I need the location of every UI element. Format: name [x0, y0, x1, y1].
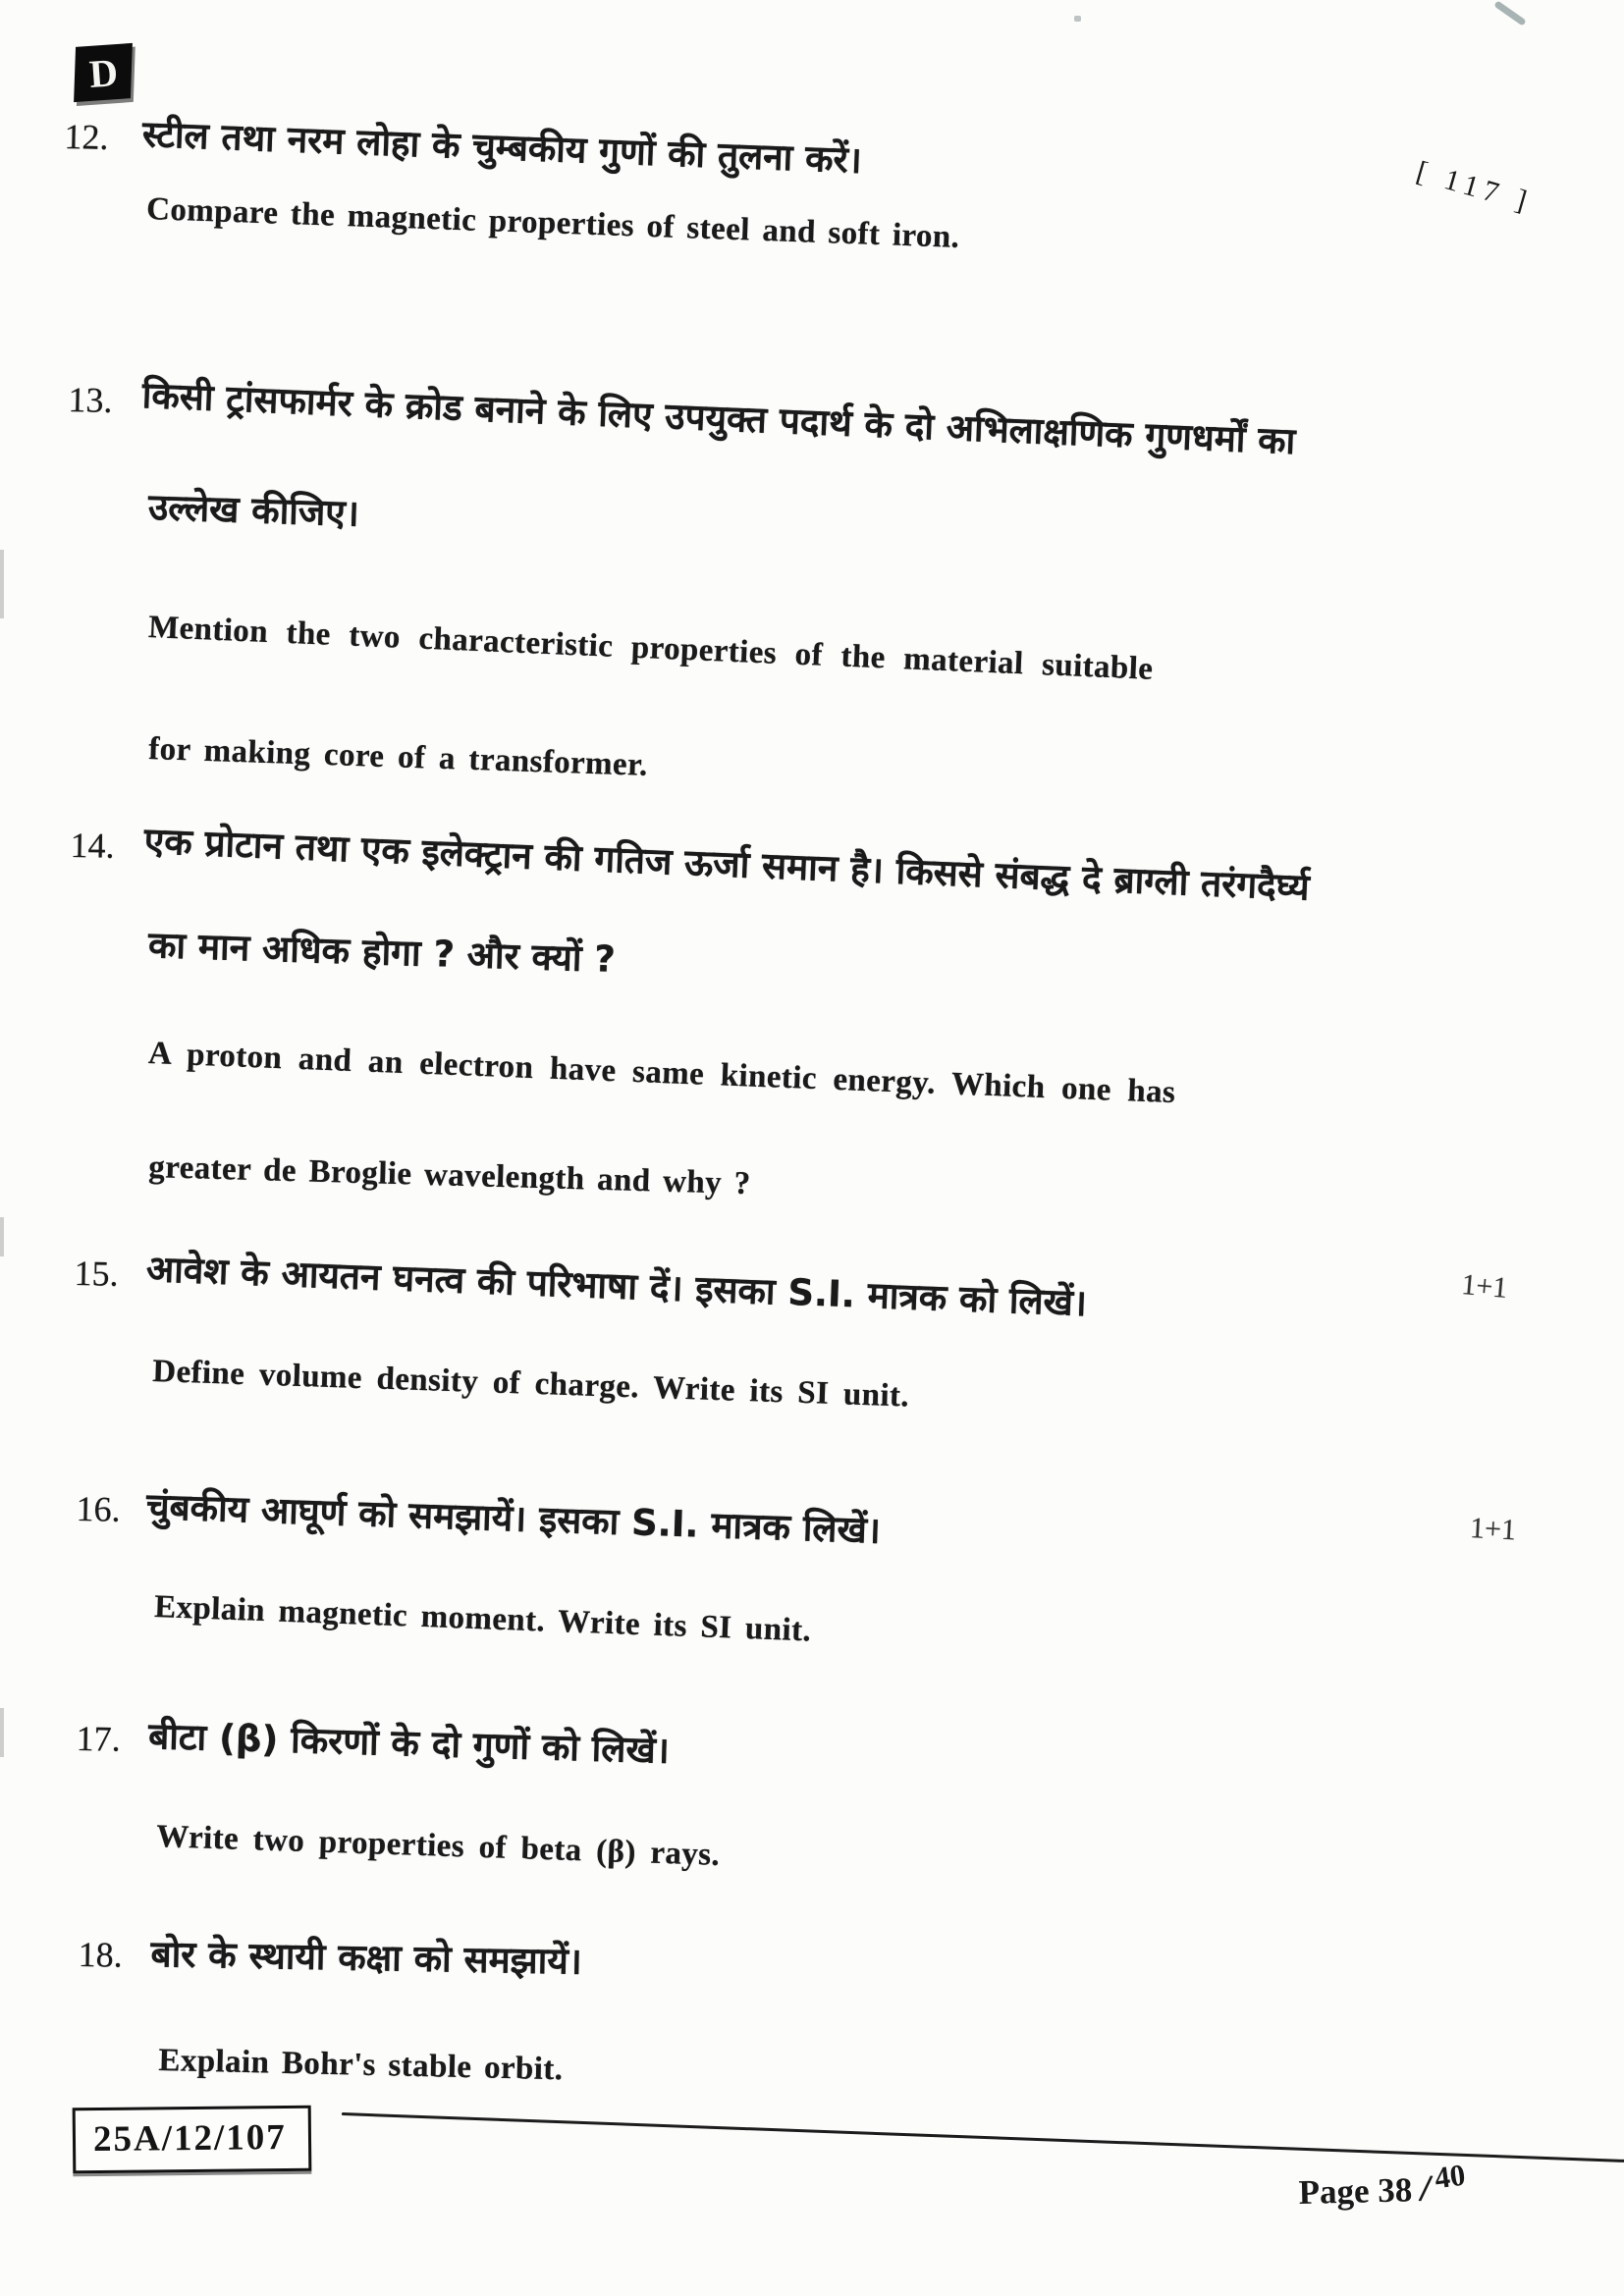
question-16-marks: 1+1 [1469, 1512, 1517, 1547]
scan-speck-mark [1074, 16, 1081, 22]
question-13-hindi-line-1: किसी ट्रांसफार्मर के क्रोड बनाने के लिए उपयुक्त पदार्थ के दो अभिलाक्षणिक गुणधर्मों का [141, 373, 1297, 463]
section-badge-letter: D [87, 49, 119, 96]
question-15-number: 15. [74, 1253, 119, 1294]
scan-smudge-mark [1493, 0, 1527, 26]
page-number-total: 40 [1432, 2157, 1468, 2196]
question-15-marks: 1+1 [1460, 1268, 1509, 1305]
question-12-english: Compare the magnetic properties of steel and soft iron. [145, 190, 960, 255]
question-16-hindi: चुंबकीय आघूर्ण को समझायें। इसका S.I. मात्रक लिखें। [145, 1484, 882, 1552]
question-17-hindi: बीटा (β) किरणों के दो गुणों को लिखें। [147, 1714, 671, 1772]
paper-code-box [73, 2106, 311, 2174]
question-14-english-line-1: A proton and an electron have same kinetic energy. Which one has [147, 1035, 1176, 1111]
question-13-number: 13. [68, 379, 113, 420]
scan-edge-mark [0, 550, 4, 618]
question-14-english-line-2: greater de Broglie wavelength and why ? [147, 1148, 752, 1202]
question-13-hindi-line-2: उल्लेख कीजिए। [147, 485, 360, 535]
question-14-hindi-line-2: का मान अधिक होगा ? और क्यों ? [147, 923, 617, 981]
page-number-separator: / [1417, 2164, 1434, 2211]
scan-edge-mark [0, 1217, 4, 1256]
question-12-number: 12. [64, 116, 109, 157]
question-18-number: 18. [78, 1934, 123, 1975]
question-15-english: Define volume density of charge. Write its SI unit. [151, 1353, 910, 1415]
question-16-english: Explain magnetic moment. Write its SI unit. [153, 1588, 812, 1649]
question-13-english-line-1: Mention the two characteristic properties of the material suitable [147, 609, 1155, 687]
question-15-hindi: आवेश के आयतन घनत्व की परिभाषा दें। इसका S.I. मात्रक को लिखें। [145, 1247, 1088, 1325]
page-number-prefix: Page 38 [1298, 2170, 1413, 2212]
question-18-hindi: बोर के स्थायी कक्षा को समझायें। [150, 1932, 583, 1983]
question-12-hindi: स्टील तथा नरम लोहा के चुम्बकीय गुणों की तुलना करें। [141, 112, 863, 182]
section-badge [74, 43, 133, 102]
question-14-number: 14. [70, 825, 115, 866]
question-13-english-line-2: for making core of a transformer. [147, 730, 649, 783]
question-18-english: Explain Bohr's stable orbit. [158, 2042, 564, 2088]
question-14-hindi-line-1: एक प्रोटान तथा एक इलेक्ट्रान की गतिज ऊर्जा समान है। किससे संबद्ध दे ब्राग्ली तरंगदैर्घ्य [143, 819, 1311, 909]
question-16-number: 16. [76, 1488, 121, 1529]
footer-rule-line [342, 2112, 1624, 2163]
page-number [1298, 2157, 1468, 2214]
paper-code: 25A/12/107 [92, 2116, 287, 2161]
question-12-marker: [ 117 ] [1412, 155, 1537, 220]
question-17-english: Write two properties of beta (β) rays. [155, 1818, 721, 1874]
question-17-number: 17. [76, 1718, 121, 1759]
scan-edge-mark [0, 1708, 4, 1757]
